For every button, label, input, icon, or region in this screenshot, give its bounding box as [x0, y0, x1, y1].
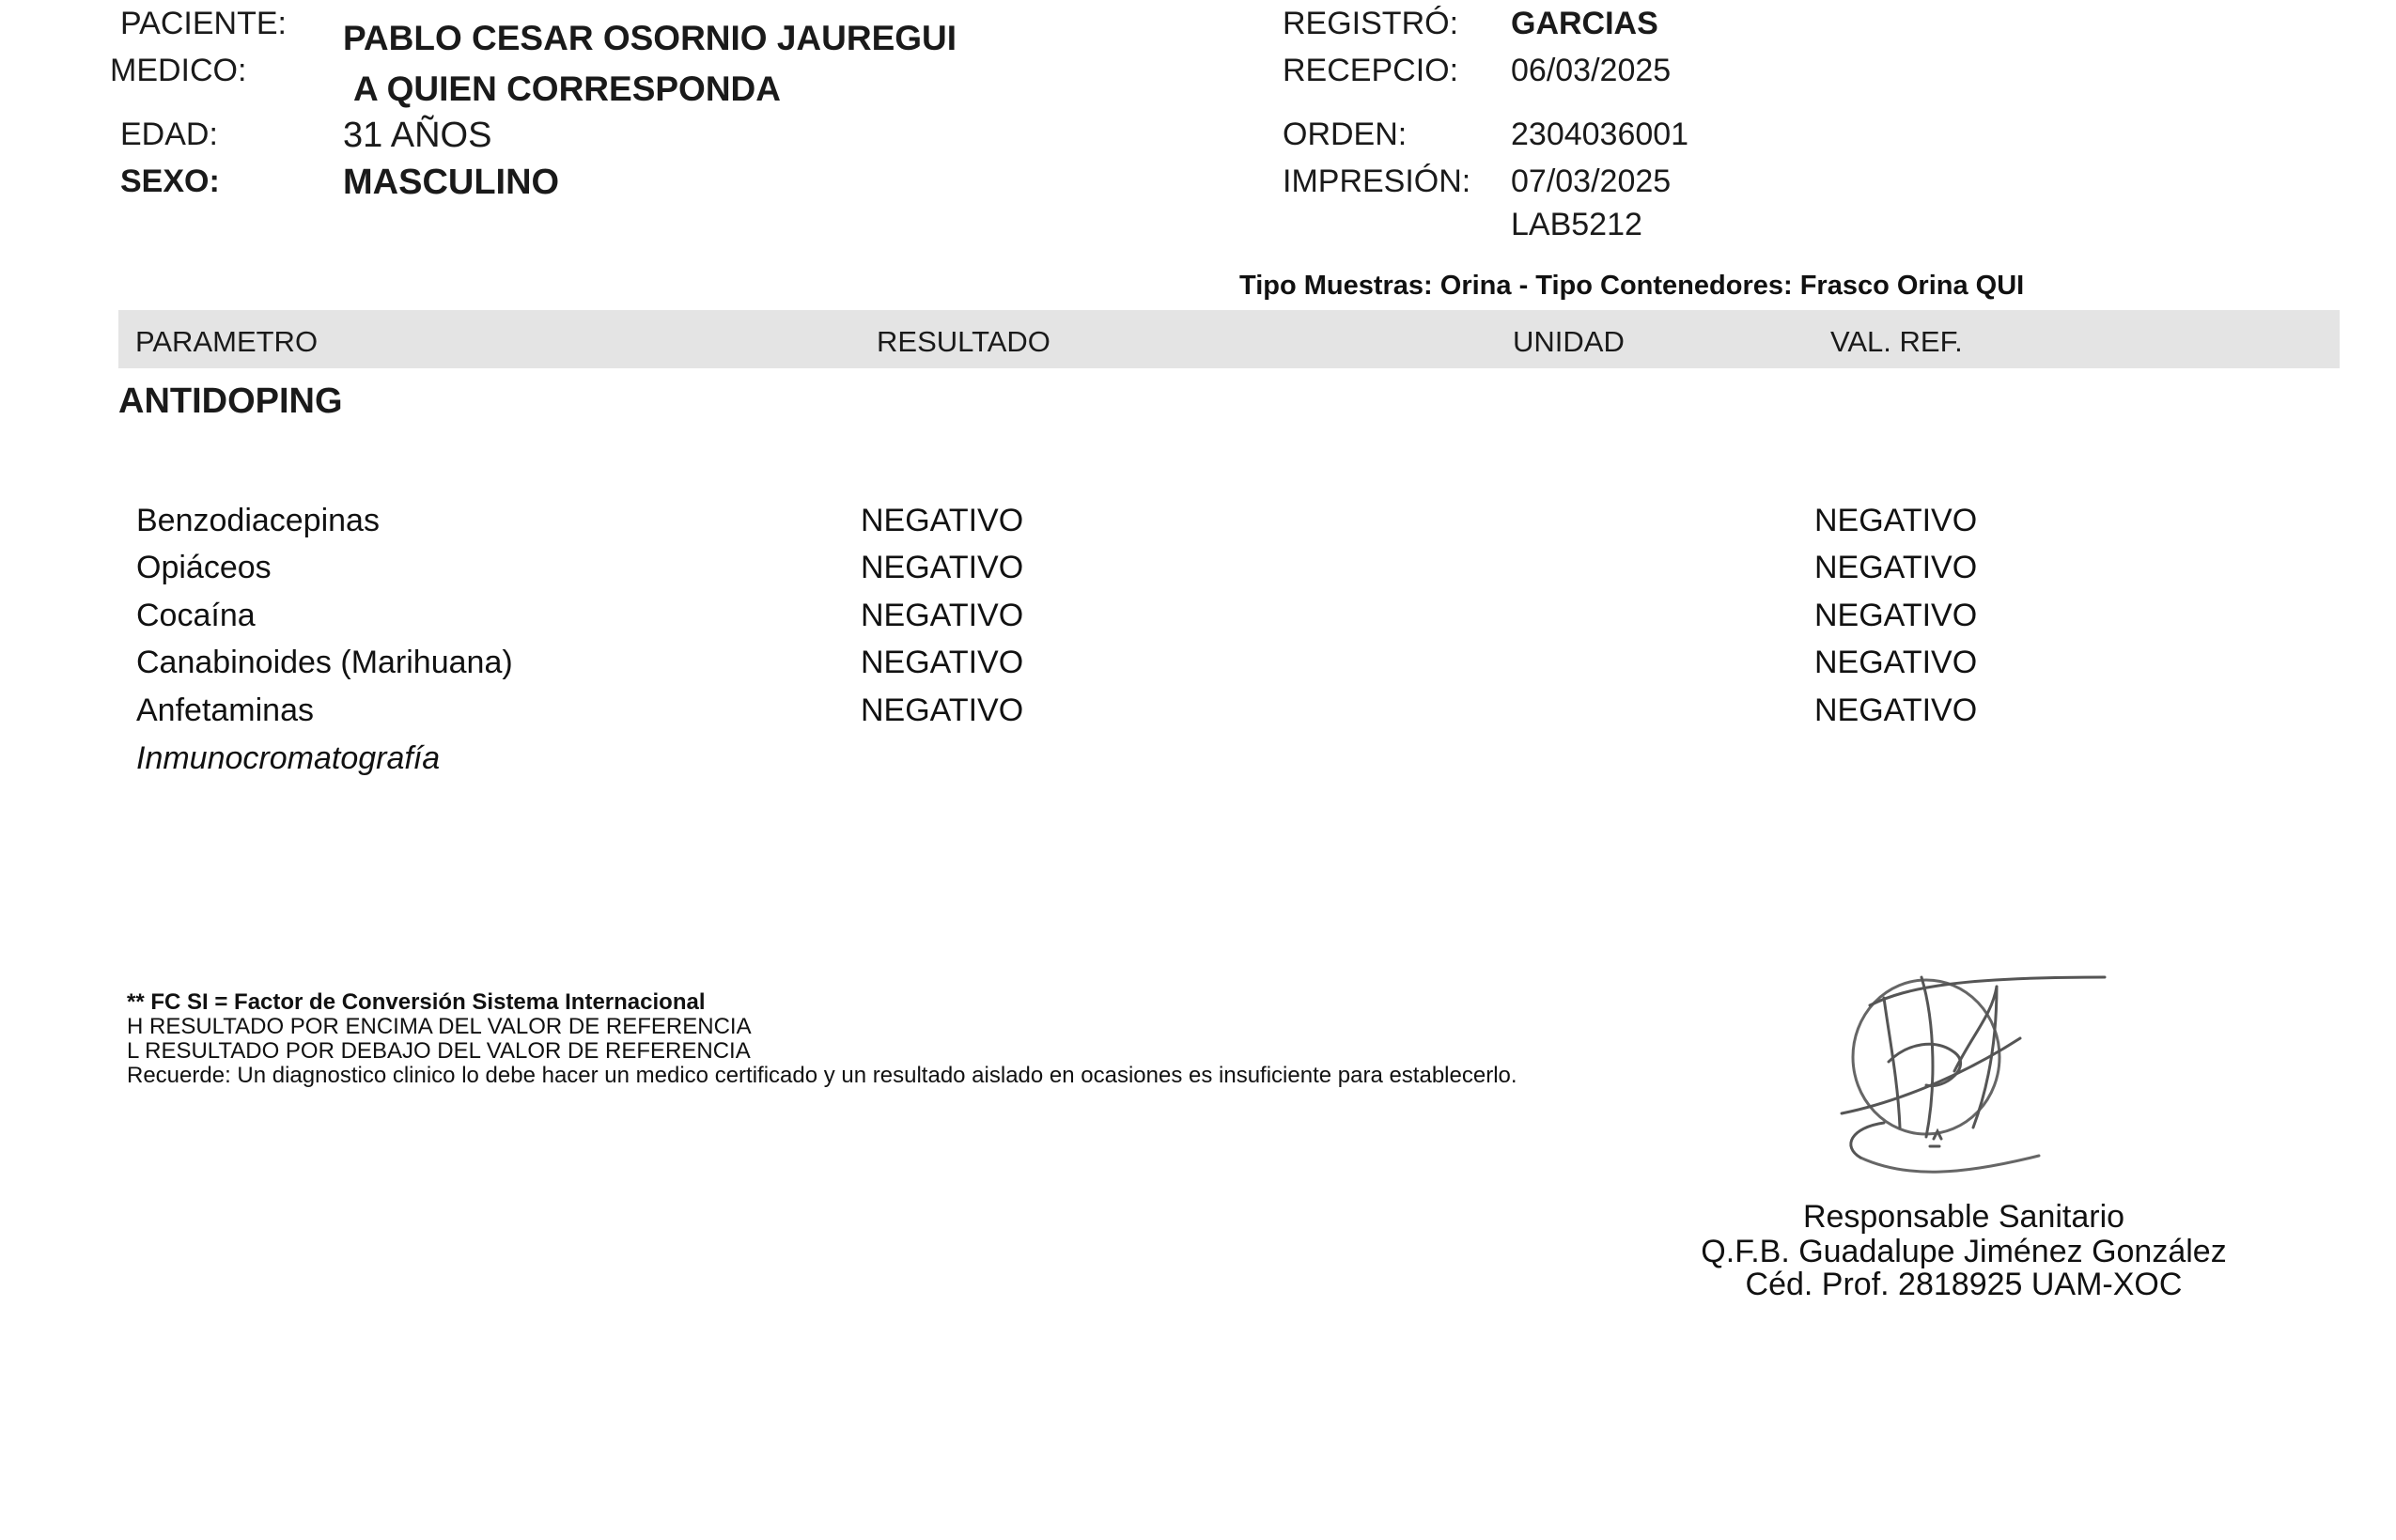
- footnote-l: L RESULTADO POR DEBAJO DEL VALOR DE REFERENCIA: [127, 1038, 751, 1064]
- sexo-value: MASCULINO: [343, 163, 560, 202]
- medico-label: MEDICO:: [110, 53, 247, 88]
- row-resultado: NEGATIVO: [861, 598, 1024, 633]
- row-resultado: NEGATIVO: [861, 550, 1024, 585]
- lab-code: LAB5212: [1511, 207, 1642, 242]
- row-ref: NEGATIVO: [1814, 598, 1978, 633]
- row-parametro: Cocaína: [136, 598, 256, 633]
- footnote-h: H RESULTADO POR ENCIMA DEL VALOR DE REFERENCIA: [127, 1014, 752, 1039]
- edad-value: 31 AÑOS: [343, 116, 492, 155]
- row-resultado: NEGATIVO: [861, 692, 1024, 728]
- row-parametro: Opiáceos: [136, 550, 272, 585]
- row-ref: NEGATIVO: [1814, 550, 1978, 585]
- header-val-ref: VAL. REF.: [1830, 325, 1963, 358]
- section-title: ANTIDOPING: [118, 381, 343, 421]
- row-parametro: Anfetaminas: [136, 692, 314, 728]
- sexo-label: SEXO:: [120, 163, 220, 199]
- row-resultado: NEGATIVO: [861, 645, 1024, 680]
- header-parametro: PARAMETRO: [135, 325, 319, 358]
- row-ref: NEGATIVO: [1814, 692, 1978, 728]
- row-resultado: NEGATIVO: [861, 503, 1024, 538]
- footnote-recuerde: Recuerde: Un diagnostico clinico lo debe hacer un medico certificado y un resultado aislado en ocasiones es insuficiente para establecerlo.: [127, 1063, 1517, 1088]
- responsible-license: Céd. Prof. 2818925 UAM-XOC: [1745, 1267, 2183, 1302]
- orden-label: ORDEN:: [1283, 117, 1408, 152]
- header-resultado: RESULTADO: [877, 325, 1050, 358]
- row-ref: NEGATIVO: [1814, 503, 1978, 538]
- sample-info: Tipo Muestras: Orina - Tipo Contenedores: Frasco Orina QUI: [1239, 271, 2025, 301]
- impresion-label: IMPRESIÓN:: [1283, 163, 1471, 199]
- signature-icon: [1832, 949, 2124, 1184]
- row-parametro: Canabinoides (Marihuana): [136, 645, 513, 680]
- impresion-value: 07/03/2025: [1511, 163, 1672, 199]
- footnote-fc-si: ** FC SI = Factor de Conversión Sistema Internacional: [127, 989, 706, 1015]
- registro-label: REGISTRÓ:: [1283, 6, 1459, 41]
- orden-value: 2304036001: [1511, 117, 1689, 152]
- paciente-label: PACIENTE:: [120, 6, 287, 41]
- row-ref: NEGATIVO: [1814, 645, 1978, 680]
- row-parametro: Benzodiacepinas: [136, 503, 380, 538]
- recepcio-label: RECEPCIO:: [1283, 53, 1459, 88]
- table-header-band: [118, 310, 2340, 368]
- registro-value: GARCIAS: [1511, 6, 1658, 41]
- method-note: Inmunocromatografía: [136, 740, 441, 776]
- responsible-name: Q.F.B. Guadalupe Jiménez González: [1701, 1234, 2227, 1269]
- responsible-title: Responsable Sanitario: [1802, 1199, 2125, 1235]
- paciente-value: PABLO CESAR OSORNIO JAUREGUI: [343, 19, 957, 57]
- header-unidad: UNIDAD: [1513, 325, 1625, 358]
- medico-value: A QUIEN CORRESPONDA: [353, 70, 782, 108]
- recepcio-value: 06/03/2025: [1511, 53, 1672, 88]
- edad-label: EDAD:: [120, 117, 218, 152]
